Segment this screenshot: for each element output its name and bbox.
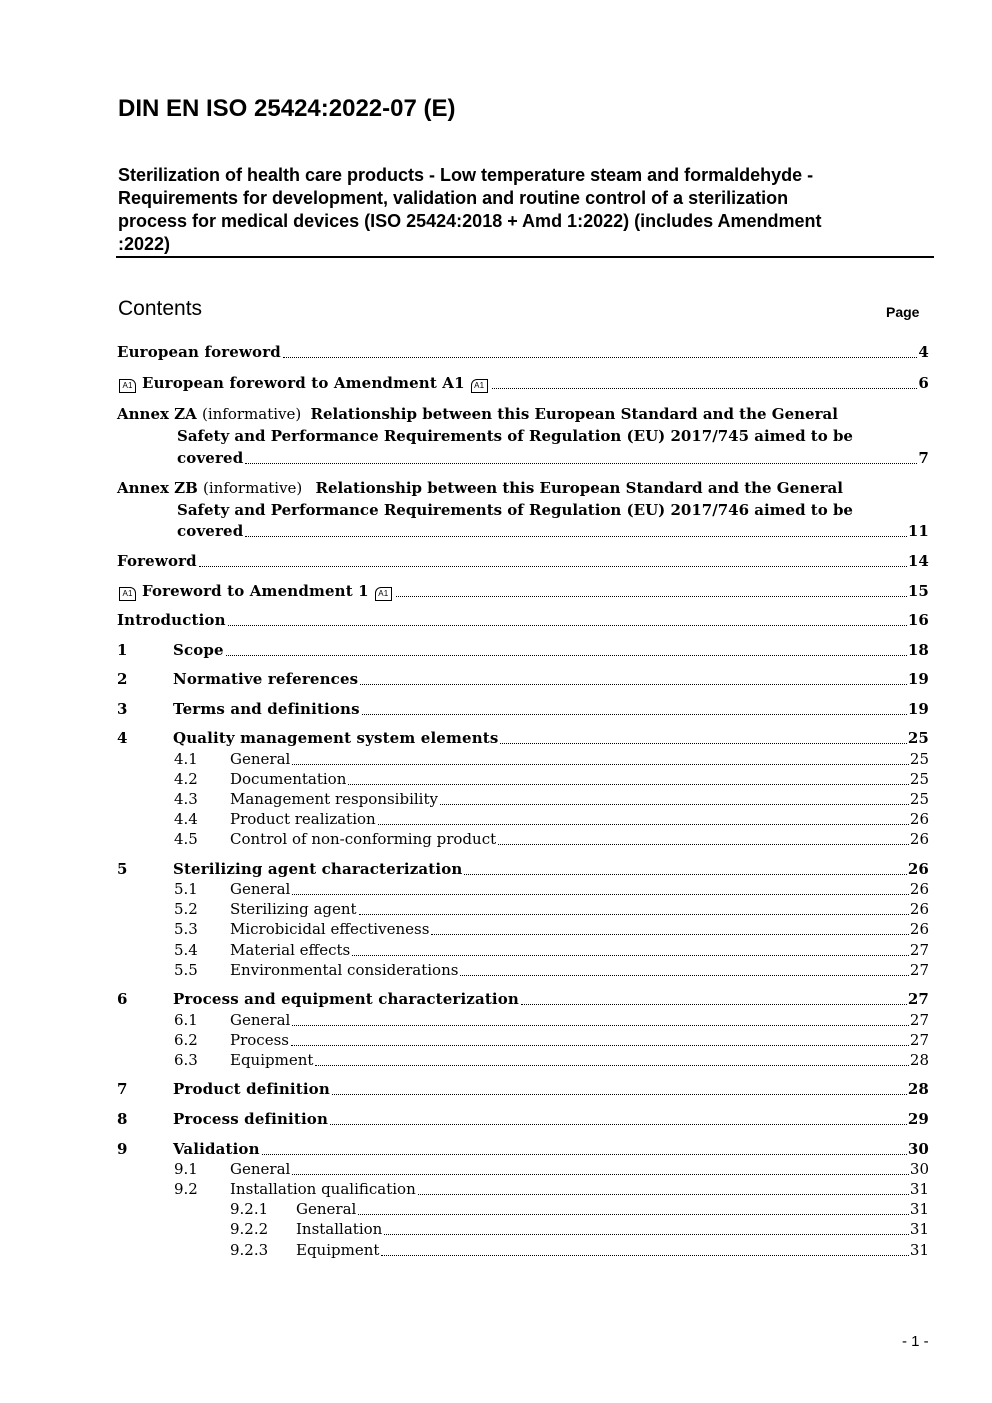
toc-entry-number: 5 — [117, 860, 128, 878]
toc-entry-label: General — [230, 880, 291, 898]
toc-entry-number: 5.1 — [174, 880, 198, 898]
toc-entry-label: Scope — [173, 641, 224, 659]
toc-entry-page: 26 — [909, 830, 929, 848]
toc-entry-label: European foreword to Amendment A1 — [142, 374, 465, 392]
amendment-start-marker-icon: A1 — [119, 587, 136, 601]
annex-title-line: Relationship between this European Standard and the General — [310, 405, 838, 423]
dot-leader — [292, 894, 909, 895]
toc-entry-page: 26 — [909, 810, 929, 828]
toc-entry-section-5[interactable] — [117, 859, 929, 879]
dot-leader — [381, 1255, 909, 1256]
toc-entry-section-9-2-2[interactable] — [230, 1219, 929, 1239]
toc-entry-page: 31 — [909, 1200, 929, 1218]
toc-entry-label: Environmental considerations — [230, 961, 459, 979]
toc-entry-page: 27 — [909, 1011, 929, 1029]
toc-entry-label: General — [230, 1011, 291, 1029]
dot-leader — [378, 824, 909, 825]
toc-entry-label: Product realization — [230, 810, 376, 828]
toc-entry-page: 16 — [907, 611, 929, 629]
toc-entry-page: 31 — [909, 1180, 929, 1198]
toc-entry-section-3[interactable] — [117, 699, 929, 719]
toc-entry-section-4-4[interactable] — [174, 809, 929, 829]
toc-entry-european-foreword[interactable] — [117, 342, 929, 362]
dot-leader — [348, 784, 909, 785]
toc-entry-label: Foreword to Amendment 1 — [142, 582, 369, 600]
toc-entry-page: 30 — [909, 1160, 929, 1178]
toc-entry-number: 7 — [117, 1080, 128, 1098]
dot-leader — [431, 934, 909, 935]
toc-entry-page: 14 — [907, 552, 929, 570]
toc-entry-page: 31 — [909, 1220, 929, 1238]
dot-leader — [440, 804, 909, 805]
dot-leader — [245, 463, 917, 464]
toc-entry-page: 19 — [907, 670, 929, 688]
toc-entry-section-5-4[interactable] — [174, 940, 929, 960]
toc-entry-section-6-3[interactable] — [174, 1050, 929, 1070]
annex-title-line: Safety and Performance Requirements of Regulation (EU) 2017/746 aimed to be — [177, 501, 853, 519]
toc-entry-section-4-3[interactable] — [174, 789, 929, 809]
toc-entry-label: Product definition — [173, 1080, 330, 1098]
toc-entry-introduction[interactable] — [117, 610, 929, 630]
toc-entry-number: 9 — [117, 1140, 128, 1158]
annex-title-line: covered — [177, 449, 244, 467]
toc-entry-number: 4.5 — [174, 830, 198, 848]
toc-entry-label: Equipment — [296, 1241, 380, 1259]
toc-entry-page: 29 — [907, 1110, 929, 1128]
dot-leader — [359, 914, 909, 915]
toc-entry-page: 26 — [909, 880, 929, 898]
toc-entry-number: 5.3 — [174, 920, 198, 938]
toc-entry-annex-za[interactable] — [117, 403, 929, 469]
toc-entry-number: 1 — [117, 641, 128, 659]
toc-entry-section-9-2[interactable] — [174, 1179, 929, 1199]
toc-entry-label: Terms and definitions — [173, 700, 360, 718]
toc-entry-label: European foreword — [117, 343, 281, 361]
toc-entry-page: 28 — [909, 1051, 929, 1069]
dot-leader — [292, 764, 909, 765]
toc-entry-page: 27 — [909, 1031, 929, 1049]
toc-entry-number: 6.3 — [174, 1051, 198, 1069]
toc-entry-page: 27 — [909, 961, 929, 979]
toc-entry-label: Process and equipment characterization — [173, 990, 519, 1008]
dot-leader — [521, 1004, 907, 1005]
toc-entry-label: Introduction — [117, 611, 226, 629]
toc-entry-number: 5.4 — [174, 941, 198, 959]
toc-entry-page: 26 — [907, 860, 929, 878]
toc-entry-page: 27 — [907, 990, 929, 1008]
document-title: DIN EN ISO 25424:2022-07 (E) — [118, 95, 456, 122]
page-number: - 1 - — [902, 1333, 929, 1350]
toc-entry-number: 6.1 — [174, 1011, 198, 1029]
dot-leader — [418, 1194, 909, 1195]
toc-entry-section-6-1[interactable] — [174, 1010, 929, 1030]
toc-entry-label: Quality management system elements — [173, 729, 499, 747]
toc-entry-number: 4.1 — [174, 750, 198, 768]
dot-leader — [315, 1065, 909, 1066]
toc-entry-number: 4 — [117, 729, 128, 747]
dot-leader — [291, 1045, 909, 1046]
toc-entry-page: 26 — [909, 920, 929, 938]
annex-informative: (informative) — [201, 405, 302, 423]
annex-title-line: covered — [177, 522, 244, 540]
toc-entry-label: Normative references — [173, 670, 359, 688]
toc-entry-number: 5.2 — [174, 900, 198, 918]
toc-entry-section-7[interactable] — [117, 1079, 929, 1099]
dot-leader — [228, 625, 907, 626]
toc-entry-label: Material effects — [230, 941, 351, 959]
toc-entry-section-4-1[interactable] — [174, 749, 929, 769]
dot-leader — [362, 714, 907, 715]
toc-entry-section-5-5[interactable] — [174, 960, 929, 980]
toc-entry-label: Sterilizing agent characterization — [173, 860, 463, 878]
toc-entry-label: Control of non-conforming product — [230, 830, 497, 848]
annex-title-line: Safety and Performance Requirements of Regulation (EU) 2017/745 aimed to be — [177, 427, 853, 445]
toc-entry-page: 27 — [909, 941, 929, 959]
toc-entry-foreword-amendment[interactable] — [117, 581, 929, 601]
toc-entry-section-9-2-3[interactable] — [230, 1240, 929, 1260]
toc-entry-page: 15 — [907, 582, 929, 600]
toc-entry-number: 4.4 — [174, 810, 198, 828]
toc-entry-page: 26 — [909, 900, 929, 918]
toc-entry-label: Documentation — [230, 770, 347, 788]
toc-entry-section-5-1[interactable] — [174, 879, 929, 899]
toc-entry-page: 25 — [909, 750, 929, 768]
toc-entry-number: 9.1 — [174, 1160, 198, 1178]
toc-entry-number: 6.2 — [174, 1031, 198, 1049]
dot-leader — [492, 388, 918, 389]
toc-entry-section-4-2[interactable] — [174, 769, 929, 789]
annex-prefix: Annex ZB — [117, 479, 198, 497]
toc-entry-section-2[interactable] — [117, 669, 929, 689]
dot-leader — [332, 1094, 907, 1095]
toc-entry-label: Process definition — [173, 1110, 328, 1128]
dot-leader — [262, 1154, 907, 1155]
toc-entry-page: 11 — [907, 522, 929, 540]
toc-entry-section-9-1[interactable] — [174, 1159, 929, 1179]
dot-leader — [384, 1234, 909, 1235]
annex-title-line: Relationship between this European Standard and the General — [315, 479, 843, 497]
toc-entry-page: 6 — [918, 374, 929, 392]
toc-entry-number: 9.2.1 — [230, 1200, 269, 1218]
toc-entry-section-6[interactable] — [117, 989, 929, 1009]
toc-entry-number: 2 — [117, 670, 128, 688]
dot-leader — [358, 1214, 909, 1215]
toc-entry-number: 3 — [117, 700, 128, 718]
dot-leader — [292, 1174, 909, 1175]
toc-entry-section-6-2[interactable] — [174, 1030, 929, 1050]
dot-leader — [199, 566, 907, 567]
toc-entry-number: 4.3 — [174, 790, 198, 808]
toc-entry-annex-zb[interactable] — [117, 477, 929, 543]
toc-entry-section-4-5[interactable] — [174, 829, 929, 849]
toc-entry-section-1[interactable] — [117, 640, 929, 660]
toc-entry-page: 31 — [909, 1241, 929, 1259]
dot-leader — [283, 357, 918, 358]
subtitle-line: process for medical devices (ISO 25424:2018 + Amd 1:2022) (includes Amendment — [118, 211, 822, 231]
toc-entry-label: Sterilizing agent — [230, 900, 357, 918]
dot-leader — [226, 655, 907, 656]
toc-entry-page: 19 — [907, 700, 929, 718]
page-column-label: Page — [886, 304, 920, 320]
toc-entry-number: 4.2 — [174, 770, 198, 788]
toc-entry-page: 4 — [918, 343, 929, 361]
toc-entry-page: 18 — [907, 641, 929, 659]
annex-prefix: Annex ZA — [117, 405, 197, 423]
toc-entry-label: Foreword — [117, 552, 197, 570]
dot-leader — [352, 955, 909, 956]
toc-entry-section-5-2[interactable] — [174, 899, 929, 919]
toc-entry-label: Microbicidal effectiveness — [230, 920, 430, 938]
toc-entry-foreword[interactable] — [117, 551, 929, 571]
amendment-end-marker-icon: A1 — [375, 587, 392, 601]
subtitle-line: Sterilization of health care products - Low temperature steam and formaldehyde - — [118, 165, 814, 185]
toc-entry-label: Validation — [173, 1140, 260, 1158]
amendment-start-marker-icon: A1 — [119, 379, 136, 393]
contents-heading: Contents — [118, 297, 203, 320]
toc-entry-number: 6 — [117, 990, 128, 1008]
dot-leader — [360, 684, 907, 685]
dot-leader — [500, 743, 906, 744]
toc-entry-label: Equipment — [230, 1051, 314, 1069]
toc-entry-label: General — [230, 1160, 291, 1178]
toc-entry-number: 9.2 — [174, 1180, 198, 1198]
toc-entry-section-9-2-1[interactable] — [230, 1199, 929, 1219]
dot-leader — [498, 844, 909, 845]
dot-leader — [330, 1124, 907, 1125]
toc-entry-page: 25 — [909, 770, 929, 788]
toc-entry-page: 30 — [907, 1140, 929, 1158]
toc-entry-label: Management responsibility — [230, 790, 438, 808]
annex-informative: (informative) — [203, 479, 303, 497]
toc-entry-section-4[interactable] — [117, 728, 929, 748]
toc-entry-european-foreword-amendment[interactable] — [117, 373, 929, 393]
subtitle-line: Requirements for development, validation and routine control of a sterilization — [118, 188, 789, 208]
dot-leader — [245, 536, 906, 537]
toc-entry-page: 7 — [918, 449, 929, 467]
toc-entry-label: Installation — [296, 1220, 383, 1238]
toc-entry-number: 8 — [117, 1110, 128, 1128]
toc-entry-section-9[interactable] — [117, 1139, 929, 1159]
toc-entry-section-5-3[interactable] — [174, 919, 929, 939]
toc-entry-number: 9.2.2 — [230, 1220, 269, 1238]
dot-leader — [292, 1025, 909, 1026]
toc-entry-page: 28 — [907, 1080, 929, 1098]
dot-leader — [464, 874, 906, 875]
toc-entry-label: Installation qualification — [230, 1180, 416, 1198]
dot-leader — [396, 596, 907, 597]
dot-leader — [460, 975, 908, 976]
toc-entry-label: General — [296, 1200, 357, 1218]
toc-entry-page: 25 — [909, 790, 929, 808]
toc-entry-number: 9.2.3 — [230, 1241, 269, 1259]
toc-entry-label: Process — [230, 1031, 289, 1049]
amendment-end-marker-icon: A1 — [471, 379, 488, 393]
toc-entry-number: 5.5 — [174, 961, 198, 979]
toc-entry-label: General — [230, 750, 291, 768]
toc-entry-page: 25 — [907, 729, 929, 747]
toc-entry-section-8[interactable] — [117, 1109, 929, 1129]
subtitle-line: :2022) — [118, 234, 171, 254]
